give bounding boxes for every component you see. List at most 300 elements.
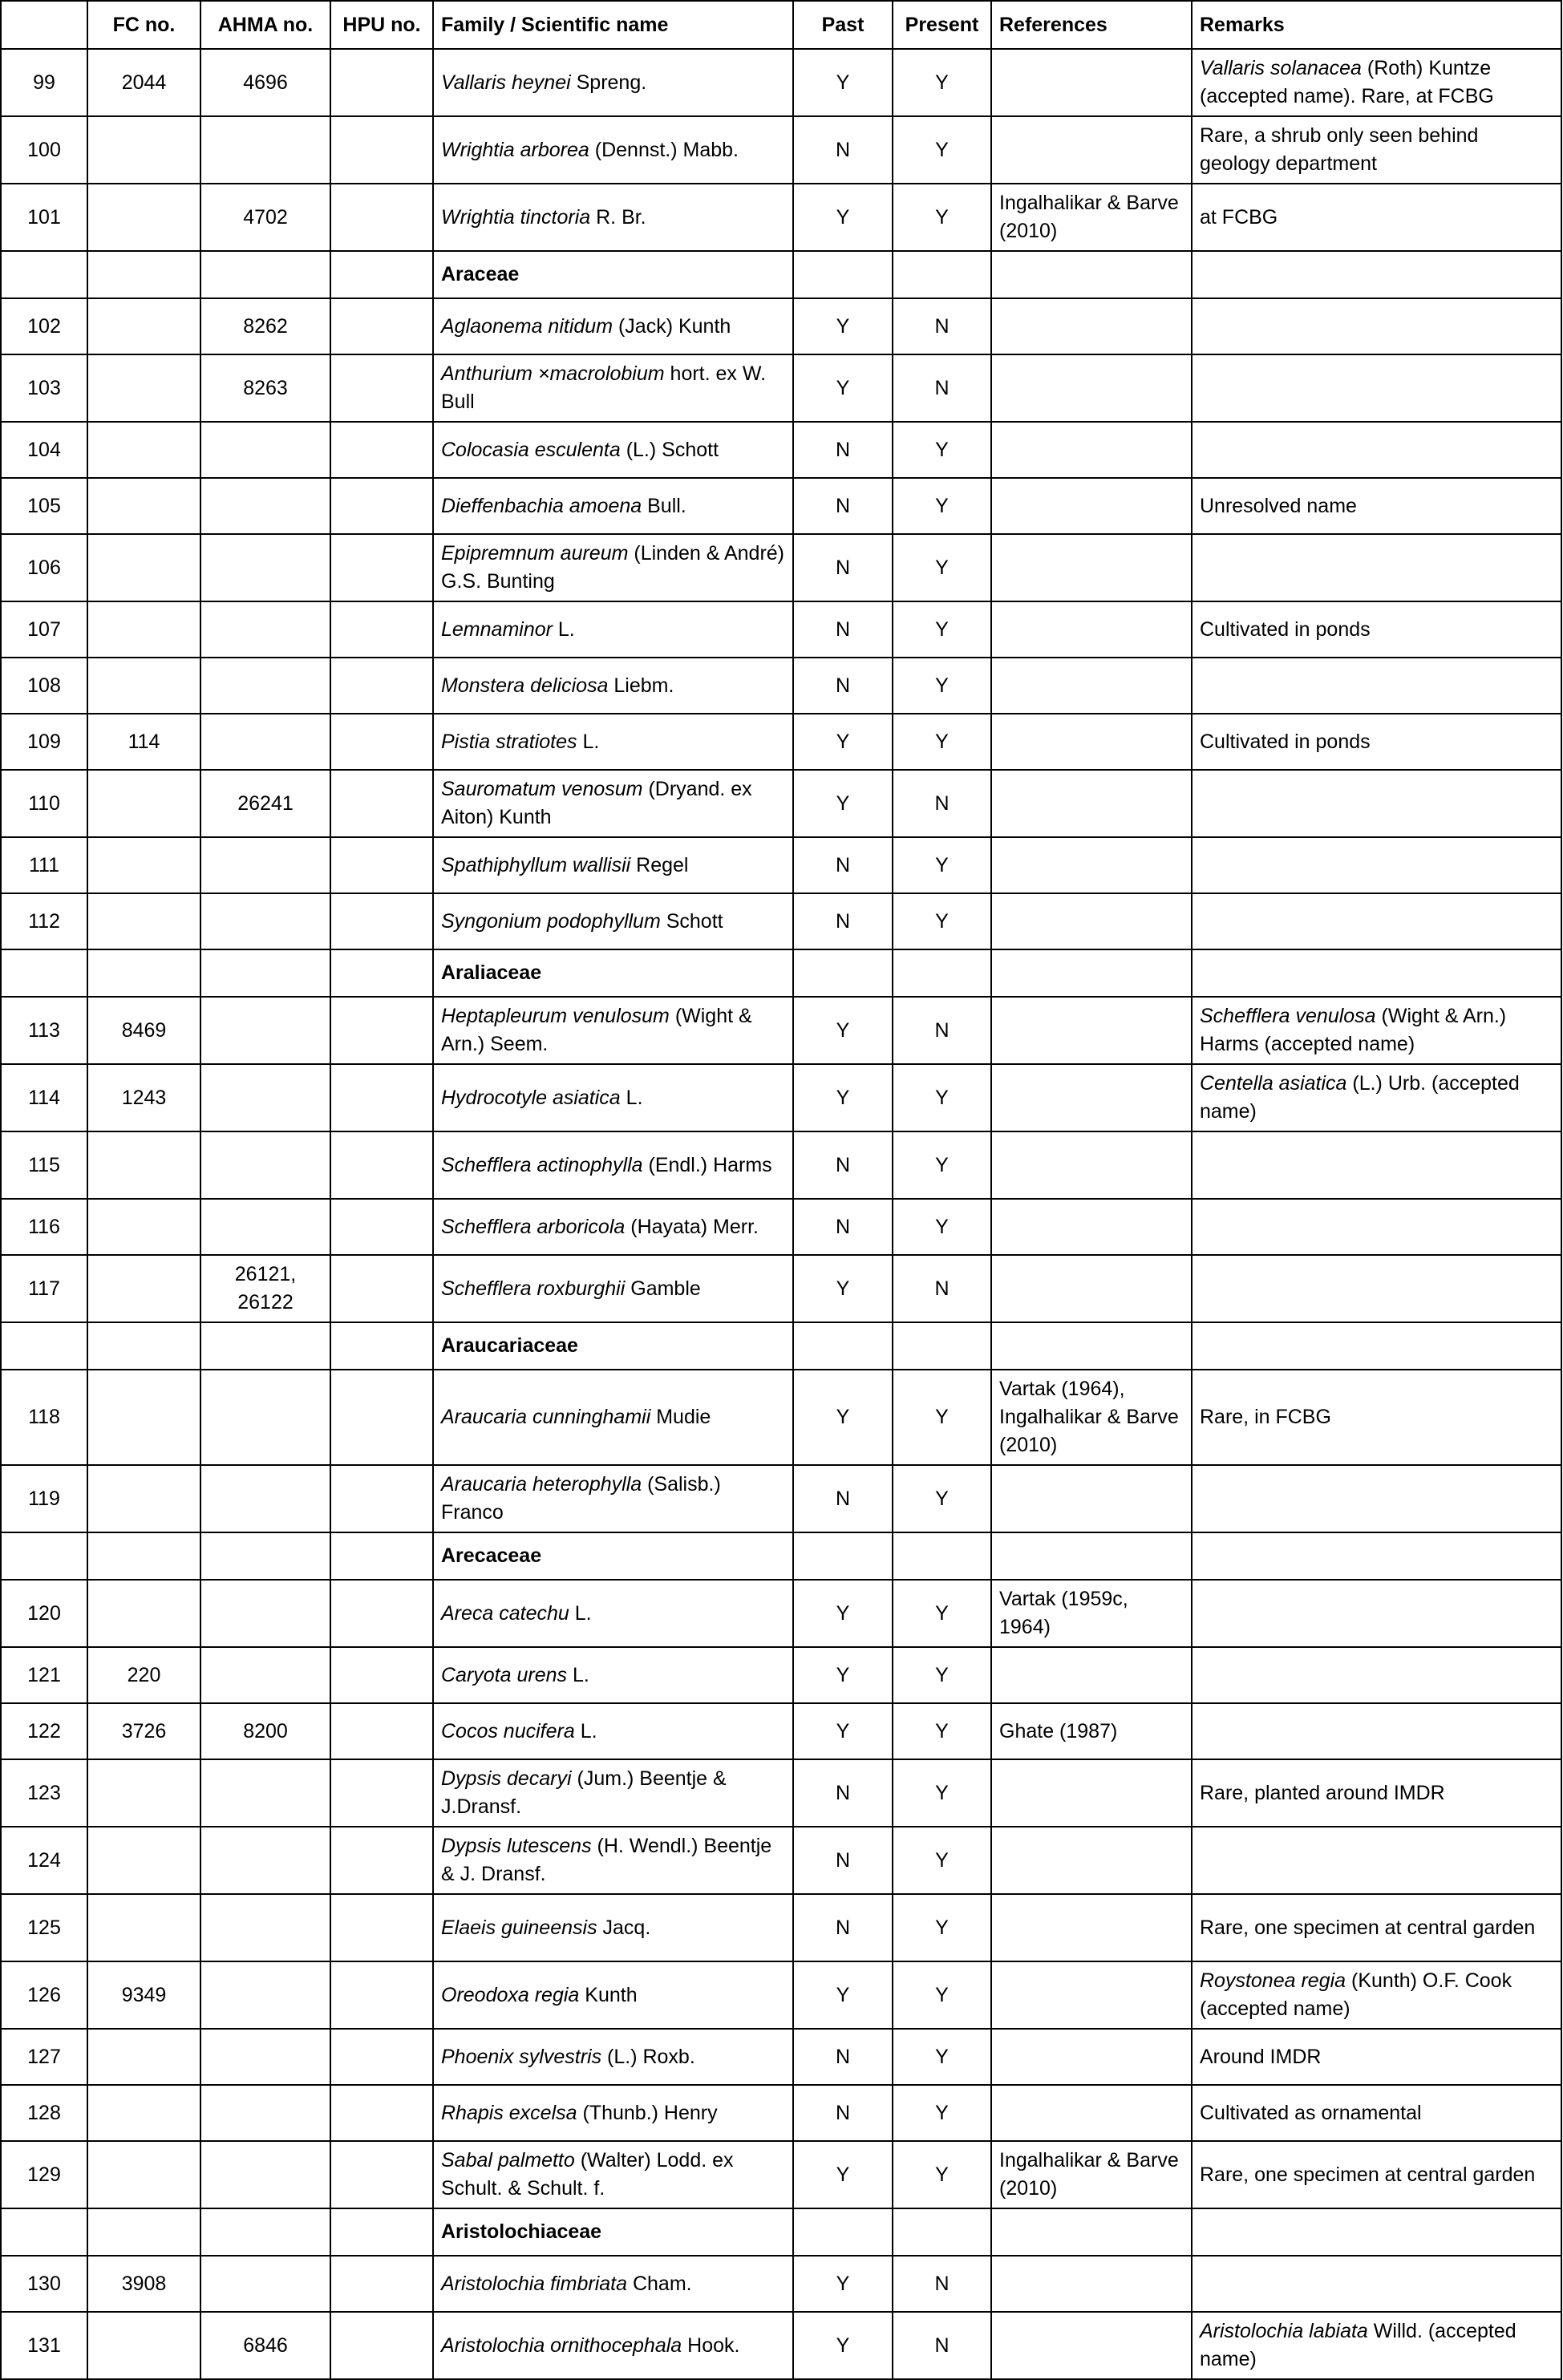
empty-cell xyxy=(87,1322,200,1370)
species-binomial: Elaeis guineensis xyxy=(441,1916,597,1939)
species-row xyxy=(1,1647,1561,1703)
remarks-text: Unresolved name xyxy=(1200,494,1357,517)
fc-number xyxy=(87,2029,200,2085)
family-name: Aristolochiaceae xyxy=(433,2208,793,2256)
scientific-name xyxy=(433,1465,793,1532)
scientific-name xyxy=(433,1827,793,1894)
hpu-number xyxy=(330,1961,433,2029)
empty-cell xyxy=(991,1532,1192,1580)
header-remarks: Remarks xyxy=(1192,1,1561,49)
scientific-name xyxy=(433,298,793,354)
remarks xyxy=(1192,534,1561,601)
row-number: 111 xyxy=(1,837,87,893)
present-status: N xyxy=(893,2312,991,2379)
ahma-number xyxy=(200,658,330,714)
row-number: 116 xyxy=(1,1199,87,1255)
species-binomial: Oreodoxa regia xyxy=(441,1983,580,2006)
ahma-number xyxy=(200,116,330,184)
ahma-number xyxy=(200,2029,330,2085)
ahma-number xyxy=(200,2085,330,2141)
row-number: 124 xyxy=(1,1827,87,1894)
past-status: Y xyxy=(793,354,893,422)
species-binomial: Spathiphyllum wallisii xyxy=(441,853,631,876)
species-binomial: Araucaria cunninghamii xyxy=(441,1406,651,1428)
species-row xyxy=(1,1131,1561,1199)
ahma-number: 8262 xyxy=(200,298,330,354)
empty-cell xyxy=(1192,2208,1561,2256)
species-binomial: Hydrocotyle asiatica xyxy=(441,1086,621,1109)
species-author: L. xyxy=(552,617,575,641)
past-status: N xyxy=(793,1199,893,1255)
remarks-accepted-name: Aristolochia labiata xyxy=(1200,2320,1368,2342)
empty-cell xyxy=(793,1322,893,1370)
header-present: Present xyxy=(893,1,991,49)
fc-number: 2044 xyxy=(87,49,200,116)
present-status: N xyxy=(893,1255,991,1322)
ahma-number xyxy=(200,1647,330,1703)
empty-cell xyxy=(330,1322,433,1370)
past-status: Y xyxy=(793,2256,893,2312)
species-binomial: Wrightia arborea xyxy=(441,138,589,161)
remarks-text: (L.) Urb. (accepted name) xyxy=(1200,1072,1520,1123)
row-number: 129 xyxy=(1,2141,87,2208)
ahma-number xyxy=(200,1131,330,1199)
header-past: Past xyxy=(793,1,893,49)
hpu-number xyxy=(330,1131,433,1199)
species-author: (H. Wendl.) Beentje & J. Dransf. xyxy=(441,1835,772,1885)
remarks xyxy=(1192,1647,1561,1703)
remarks xyxy=(1192,658,1561,714)
past-status: Y xyxy=(793,1370,893,1465)
ahma-number xyxy=(200,2256,330,2312)
scientific-name xyxy=(433,478,793,534)
present-status: Y xyxy=(893,893,991,949)
ahma-number xyxy=(200,1894,330,1961)
scientific-name xyxy=(433,2029,793,2085)
fc-number xyxy=(87,1827,200,1894)
present-status: Y xyxy=(893,1131,991,1199)
present-status: Y xyxy=(893,1961,991,2029)
scientific-name xyxy=(433,354,793,422)
remarks-text: Rare, in FCBG xyxy=(1200,1406,1331,1428)
present-status: N xyxy=(893,354,991,422)
references xyxy=(991,116,1192,184)
header-scientific-name: Family / Scientific name xyxy=(433,1,793,49)
present-status: Y xyxy=(893,837,991,893)
row-number: 115 xyxy=(1,1131,87,1199)
row-number: 104 xyxy=(1,422,87,478)
family-row xyxy=(1,949,1561,997)
hpu-number xyxy=(330,2141,433,2208)
hpu-number xyxy=(330,184,433,251)
species-binomial: Dypsis decaryi xyxy=(441,1767,572,1790)
species-author: L. xyxy=(577,730,600,753)
present-status: Y xyxy=(893,1199,991,1255)
ahma-number: 6846 xyxy=(200,2312,330,2379)
species-author: (Walter) Lodd. ex Schult. & Schult. f. xyxy=(441,2149,734,2200)
family-name: Arecaceae xyxy=(433,1532,793,1580)
species-row xyxy=(1,534,1561,601)
hpu-number xyxy=(330,2085,433,2141)
remarks xyxy=(1192,1370,1561,1465)
species-binomial: Araucaria heterophylla xyxy=(441,1473,642,1496)
remarks xyxy=(1192,714,1561,770)
row-number: 122 xyxy=(1,1703,87,1759)
references: Ingalhalikar & Barve (2010) xyxy=(991,2141,1192,2208)
references xyxy=(991,1255,1192,1322)
remarks xyxy=(1192,1961,1561,2029)
past-status: N xyxy=(793,422,893,478)
species-author: (L.) Roxb. xyxy=(601,2045,695,2068)
fc-number xyxy=(87,116,200,184)
remarks-text: Rare, one specimen at central garden xyxy=(1200,1916,1536,1939)
row-number: 123 xyxy=(1,1759,87,1827)
species-author: Hook. xyxy=(682,2333,740,2357)
ahma-number xyxy=(200,2141,330,2208)
hpu-number xyxy=(330,534,433,601)
empty-cell xyxy=(991,251,1192,298)
past-status: Y xyxy=(793,770,893,837)
row-number: 118 xyxy=(1,1370,87,1465)
scientific-name xyxy=(433,893,793,949)
hpu-number xyxy=(330,1894,433,1961)
fc-number xyxy=(87,893,200,949)
fc-number: 114 xyxy=(87,714,200,770)
present-status: Y xyxy=(893,534,991,601)
past-status: Y xyxy=(793,2141,893,2208)
hpu-number xyxy=(330,422,433,478)
species-author: R. Br. xyxy=(590,205,646,229)
remarks xyxy=(1192,1255,1561,1322)
fc-number xyxy=(87,534,200,601)
present-status: N xyxy=(893,997,991,1064)
fc-number: 220 xyxy=(87,1647,200,1703)
species-binomial: Monstera deliciosa xyxy=(441,674,609,697)
species-author: (Jack) Kunth xyxy=(613,314,731,338)
row-number: 113 xyxy=(1,997,87,1064)
remarks-text: Rare, one specimen at central garden xyxy=(1200,2163,1536,2186)
scientific-name xyxy=(433,1199,793,1255)
ahma-number xyxy=(200,534,330,601)
present-status: Y xyxy=(893,1580,991,1647)
species-row xyxy=(1,1759,1561,1827)
ahma-number xyxy=(200,478,330,534)
present-status: Y xyxy=(893,1827,991,1894)
empty-cell xyxy=(793,251,893,298)
fc-number xyxy=(87,770,200,837)
family-name: Araceae xyxy=(433,251,793,298)
scientific-name xyxy=(433,1894,793,1961)
empty-cell xyxy=(330,1532,433,1580)
ahma-number xyxy=(200,1961,330,2029)
species-author: (Thunb.) Henry xyxy=(577,2101,718,2124)
row-number: 107 xyxy=(1,601,87,658)
species-row xyxy=(1,714,1561,770)
species-binomial: Epipremnum aureum xyxy=(441,542,629,565)
scientific-name xyxy=(433,837,793,893)
present-status: Y xyxy=(893,601,991,658)
hpu-number xyxy=(330,2256,433,2312)
empty-cell xyxy=(1192,949,1561,997)
ahma-number xyxy=(200,601,330,658)
hpu-number xyxy=(330,1759,433,1827)
ahma-number xyxy=(200,997,330,1064)
present-status: Y xyxy=(893,1064,991,1131)
species-row xyxy=(1,893,1561,949)
row-number: 112 xyxy=(1,893,87,949)
remarks xyxy=(1192,997,1561,1064)
remarks xyxy=(1192,354,1561,422)
empty-cell xyxy=(1192,1322,1561,1370)
species-binomial: Areca catechu xyxy=(441,1601,569,1625)
empty-cell xyxy=(893,1532,991,1580)
fc-number: 8469 xyxy=(87,997,200,1064)
hpu-number xyxy=(330,1703,433,1759)
row-number: 131 xyxy=(1,2312,87,2379)
remarks xyxy=(1192,49,1561,116)
empty-cell xyxy=(87,1532,200,1580)
past-status: Y xyxy=(793,997,893,1064)
present-status: Y xyxy=(893,2085,991,2141)
family-row xyxy=(1,1532,1561,1580)
header-ahma-no: AHMA no. xyxy=(200,1,330,49)
fc-number: 3908 xyxy=(87,2256,200,2312)
hpu-number xyxy=(330,1465,433,1532)
remarks xyxy=(1192,601,1561,658)
remarks-text: Willd. (accepted name) xyxy=(1200,2320,1516,2370)
hpu-number xyxy=(330,2029,433,2085)
hpu-number xyxy=(330,1580,433,1647)
remarks xyxy=(1192,2085,1561,2141)
present-status: Y xyxy=(893,2141,991,2208)
ahma-number xyxy=(200,1465,330,1532)
fc-number xyxy=(87,298,200,354)
row-number: 121 xyxy=(1,1647,87,1703)
remarks xyxy=(1192,2312,1561,2379)
species-row xyxy=(1,2256,1561,2312)
species-author: (Dryand. ex Aiton) Kunth xyxy=(441,778,752,828)
past-status: Y xyxy=(793,1647,893,1703)
hpu-number xyxy=(330,354,433,422)
hpu-number xyxy=(330,116,433,184)
species-row xyxy=(1,1255,1561,1322)
past-status: N xyxy=(793,1759,893,1827)
remarks-accepted-name: Centella asiatica xyxy=(1200,1072,1347,1095)
header-fc-no: FC no. xyxy=(87,1,200,49)
species-author: (Linden & André) G.S. Bunting xyxy=(441,542,785,593)
remarks xyxy=(1192,422,1561,478)
remarks xyxy=(1192,298,1561,354)
species-binomial: Schefflera roxburghii xyxy=(441,1277,626,1300)
species-binomial: Caryota urens xyxy=(441,1663,568,1686)
references xyxy=(991,478,1192,534)
past-status: N xyxy=(793,658,893,714)
remarks-text: (Roth) Kuntze (accepted name). Rare, at FCBG xyxy=(1200,57,1494,107)
references xyxy=(991,298,1192,354)
species-row xyxy=(1,184,1561,251)
references xyxy=(991,1199,1192,1255)
remarks xyxy=(1192,1465,1561,1532)
present-status: N xyxy=(893,770,991,837)
row-number: 100 xyxy=(1,116,87,184)
species-row xyxy=(1,658,1561,714)
remarks xyxy=(1192,1703,1561,1759)
ahma-number: 26241 xyxy=(200,770,330,837)
ahma-number xyxy=(200,1759,330,1827)
header-index xyxy=(1,1,87,49)
references xyxy=(991,2029,1192,2085)
present-status: N xyxy=(893,298,991,354)
empty-cell xyxy=(87,251,200,298)
remarks xyxy=(1192,893,1561,949)
species-binomial: Wrightia tinctoria xyxy=(441,205,591,229)
fc-number xyxy=(87,1759,200,1827)
species-author: (Endl.) Harms xyxy=(642,1153,772,1176)
past-status: N xyxy=(793,893,893,949)
hpu-number xyxy=(330,997,433,1064)
references xyxy=(991,2256,1192,2312)
scientific-name xyxy=(433,422,793,478)
present-status: Y xyxy=(893,1703,991,1759)
fc-number xyxy=(87,2312,200,2379)
species-author: L. xyxy=(574,1719,597,1742)
past-status: Y xyxy=(793,298,893,354)
empty-cell xyxy=(893,949,991,997)
remarks xyxy=(1192,1131,1561,1199)
species-binomial: Sabal palmetto xyxy=(441,2149,575,2172)
empty-cell xyxy=(793,1532,893,1580)
remarks-text: Rare, a shrub only seen behind geology department xyxy=(1200,124,1479,175)
species-row xyxy=(1,1961,1561,2029)
species-binomial: Anthurium ×macrolobium xyxy=(441,362,665,385)
empty-cell xyxy=(87,949,200,997)
scientific-name xyxy=(433,770,793,837)
fc-number: 3726 xyxy=(87,1703,200,1759)
species-binomial: Colocasia esculenta xyxy=(441,438,621,461)
ahma-number xyxy=(200,422,330,478)
scientific-name xyxy=(433,1131,793,1199)
species-row xyxy=(1,1703,1561,1759)
hpu-number xyxy=(330,770,433,837)
species-row xyxy=(1,770,1561,837)
row-number: 105 xyxy=(1,478,87,534)
empty-cell xyxy=(87,2208,200,2256)
species-row xyxy=(1,2312,1561,2379)
scientific-name xyxy=(433,658,793,714)
species-binomial: Pistia stratiotes xyxy=(441,730,577,753)
remarks-accepted-name: Schefflera venulosa xyxy=(1200,1005,1376,1027)
references xyxy=(991,422,1192,478)
references xyxy=(991,714,1192,770)
row-number: 106 xyxy=(1,534,87,601)
species-author: Liebm. xyxy=(608,674,674,697)
remarks-text: Cultivated as ornamental xyxy=(1200,2101,1422,2124)
scientific-name xyxy=(433,714,793,770)
empty-cell xyxy=(1,949,87,997)
remarks-accepted-name: Roystonea regia xyxy=(1200,1969,1346,1992)
species-author: (Wight & Arn.) Seem. xyxy=(441,1005,752,1055)
species-row xyxy=(1,116,1561,184)
row-number: 110 xyxy=(1,770,87,837)
species-author: Gamble xyxy=(625,1277,701,1300)
past-status: N xyxy=(793,837,893,893)
past-status: Y xyxy=(793,184,893,251)
empty-cell xyxy=(200,949,330,997)
species-row xyxy=(1,1580,1561,1647)
species-binomial: Lemnaminor xyxy=(441,617,553,641)
empty-cell xyxy=(200,2208,330,2256)
ahma-number: 8200 xyxy=(200,1703,330,1759)
row-number: 99 xyxy=(1,49,87,116)
species-author: Spreng. xyxy=(570,71,647,94)
species-author: (Hayata) Merr. xyxy=(625,1215,759,1238)
species-binomial: Rhapis excelsa xyxy=(441,2101,577,2124)
references xyxy=(991,1894,1192,1961)
references: Ghate (1987) xyxy=(991,1703,1192,1759)
species-binomial: Cocos nucifera xyxy=(441,1719,575,1742)
fc-number xyxy=(87,1465,200,1532)
remarks xyxy=(1192,116,1561,184)
species-binomial: Schefflera arboricola xyxy=(441,1215,626,1238)
present-status: Y xyxy=(893,1647,991,1703)
references xyxy=(991,601,1192,658)
species-binomial: Sauromatum venosum xyxy=(441,778,643,800)
references xyxy=(991,1961,1192,2029)
species-author: Cham. xyxy=(627,2272,692,2295)
remarks-text: Cultivated in ponds xyxy=(1200,730,1371,753)
past-status: N xyxy=(793,478,893,534)
empty-cell xyxy=(200,1532,330,1580)
species-author: (Dennst.) Mabb. xyxy=(589,138,739,161)
ahma-number xyxy=(200,893,330,949)
row-number: 126 xyxy=(1,1961,87,2029)
remarks xyxy=(1192,1759,1561,1827)
past-status: N xyxy=(793,1465,893,1532)
species-binomial: Aristolochia ornithocephala xyxy=(441,2333,682,2357)
ahma-number xyxy=(200,714,330,770)
hpu-number xyxy=(330,837,433,893)
references xyxy=(991,1064,1192,1131)
remarks xyxy=(1192,1199,1561,1255)
species-author: L. xyxy=(620,1086,643,1109)
present-status: Y xyxy=(893,1370,991,1465)
empty-cell xyxy=(1192,251,1561,298)
ahma-number xyxy=(200,1370,330,1465)
ahma-number: 8263 xyxy=(200,354,330,422)
references xyxy=(991,354,1192,422)
present-status: Y xyxy=(893,478,991,534)
references xyxy=(991,534,1192,601)
species-binomial: Aristolochia fimbriata xyxy=(441,2272,628,2295)
ahma-number xyxy=(200,1199,330,1255)
family-row xyxy=(1,2208,1561,2256)
species-row xyxy=(1,354,1561,422)
species-author: (L.) Schott xyxy=(620,438,719,461)
references: Vartak (1959c, 1964) xyxy=(991,1580,1192,1647)
past-status: Y xyxy=(793,1255,893,1322)
remarks xyxy=(1192,1580,1561,1647)
remarks-text: (Wight & Arn.) Harms (accepted name) xyxy=(1200,1005,1507,1055)
fc-number xyxy=(87,658,200,714)
species-author: Jacq. xyxy=(597,1916,651,1939)
species-author: Regel xyxy=(630,853,689,876)
past-status: N xyxy=(793,1827,893,1894)
references xyxy=(991,2085,1192,2141)
empty-cell xyxy=(893,251,991,298)
species-binomial: Dieffenbachia amoena xyxy=(441,494,642,517)
scientific-name xyxy=(433,1255,793,1322)
scientific-name xyxy=(433,997,793,1064)
